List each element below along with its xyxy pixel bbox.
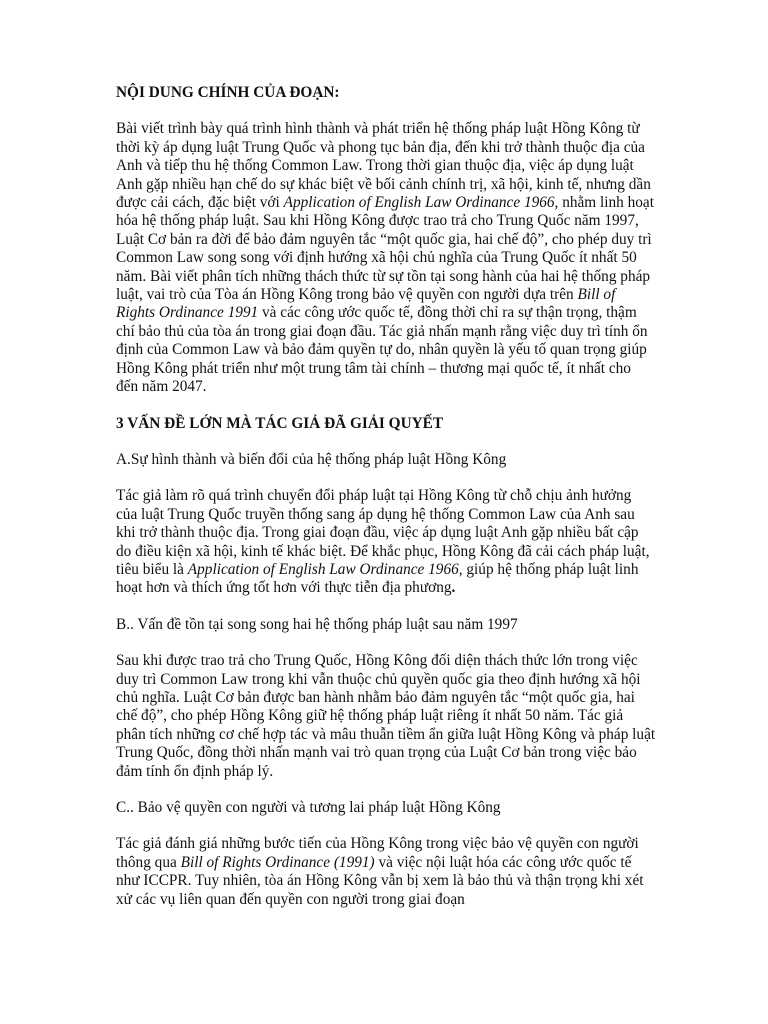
section-a-text-1: Tác giả làm rõ quá trình chuyển đổi pháp luật tại Hồng Kông từ chỗ chịu ảnh hưởng của luật Trung Quốc truyền thống sang áp dụng hệ thống Common Law của Anh sau khi trở thành thuộc địa. Trong giai đoạn đầu, việc áp dụng luật Anh gặp nhiều bất cập do điều kiện xã hội, kinh tế khác biệt. Để khắc phục, Hồng Kông đã cải cách pháp luật, tiêu biểu là: [116, 487, 650, 578]
issues-heading: 3 VẤN ĐỀ LỚN MÀ TÁC GIẢ ĐÃ GIẢI QUYẾT: [116, 414, 444, 432]
document-page: [116, 84, 656, 909]
section-a-end: .: [451, 579, 456, 597]
section-a-text-2: , giúp hệ thống pháp luật linh hoạt hơn và thích ứng tốt hơn với thực tiễn địa phương: [116, 560, 639, 597]
section-b-title: B.. Vấn đề tồn tại song song hai hệ thống pháp luật sau năm 1997: [116, 615, 518, 633]
section-c-paragraph: [116, 835, 656, 909]
summary-paragraph: [116, 120, 656, 396]
section-a-title: A.Sự hình thành và biến đổi của hệ thống pháp luật Hồng Kông: [116, 450, 507, 468]
section-c-title: C.. Bảo vệ quyền con người và tương lai pháp luật Hồng Kông: [116, 799, 501, 816]
section-b-paragraph: Sau khi được trao trả cho Trung Quốc, Hồng Kông đối diện thách thức lớn trong việc duy trì Common Law trong khi vẫn thuộc chủ quyền quốc gia theo định hướng xã hội chủ nghĩa. Luật Cơ bản được ban hành nhằm bảo đảm nguyên tắc “một quốc gia, hai chế độ”, cho phép Hồng Kông giữ hệ thống pháp luật riêng ít nhất 50 năm. Tác giả phân tích những cơ chế hợp tác và mâu thuẫn tiềm ẩn giữa luật Hồng Kông và pháp luật Trung Quốc, đồng thời nhấn mạnh vai trò quan trọng của Luật Cơ bản trong việc bảo đảm tính ổn định pháp lý.: [116, 652, 656, 780]
section-c-italic-1: Bill of Rights Ordinance (1991): [180, 853, 375, 871]
section-a-paragraph: [116, 487, 656, 597]
summary-text-1: Bài viết trình bày quá trình hình thành và phát triển hệ thống pháp luật Hồng Kông từ thời kỳ áp dụng luật Trung Quốc và phong tục bản địa, đến khi trở thành thuộc địa của Anh và tiếp thu hệ thống Common Law. Trong thời gian thuộc địa, việc áp dụng luật Anh gặp nhiều hạn chế do sự khác biệt về bối cảnh chính trị, xã hội, kinh tế, nhưng dần được cải cách, đặc biệt với: [116, 120, 651, 212]
summary-text-3: và các công ước quốc tế, đồng thời chỉ ra sự thận trọng, thậm chí bảo thủ của tòa án trong giai đoạn đầu. Tác giả nhấn mạnh rằng việc duy trì tính ổn định của Common Law và bảo đảm quyền tự do, nhân quyền là yếu tố quan trọng giúp Hồng Kông phát triển như một trung tâm tài chính – thương mại quốc tế, ít nhất cho đến năm 2047.: [116, 304, 648, 396]
summary-italic-2: Bill of Rights Ordinance 1991: [116, 286, 616, 322]
summary-italic-1: Application of English Law Ordinance 1966: [283, 194, 555, 212]
main-heading: NỘI DUNG CHÍNH CỦA ĐOẠN:: [116, 84, 340, 101]
section-c-text-1: Tác giả đánh giá những bước tiến của Hồng Kông trong việc bảo vệ quyền con người thông qua: [116, 835, 639, 871]
section-c-text-2: và việc nội luật hóa các công ước quốc tế như ICCPR. Tuy nhiên, tòa án Hồng Kông vẫn bị xem là bảo thủ và thận trọng khi xét xử các vụ liên quan đến quyền con người trong giai đoạn: [116, 853, 644, 908]
section-a-italic-1: Application of English Law Ordinance 1966: [187, 560, 459, 578]
summary-text-2: , nhằm linh hoạt hóa hệ thống pháp luật. Sau khi Hồng Kông được trao trả cho Trung Quốc năm 1997, Luật Cơ bản ra đời để bảo đảm nguyên tắc “một quốc gia, hai chế độ”, cho phép duy trì Common Law song song với định hướng xã hội chủ nghĩa của Trung Quốc ít nhất 50 năm. Bài viết phân tích những thách thức từ sự tồn tại song hành của hai hệ thống pháp luật, vai trò của Tòa án Hồng Kông trong bảo vệ quyền con người dựa trên: [116, 194, 654, 304]
